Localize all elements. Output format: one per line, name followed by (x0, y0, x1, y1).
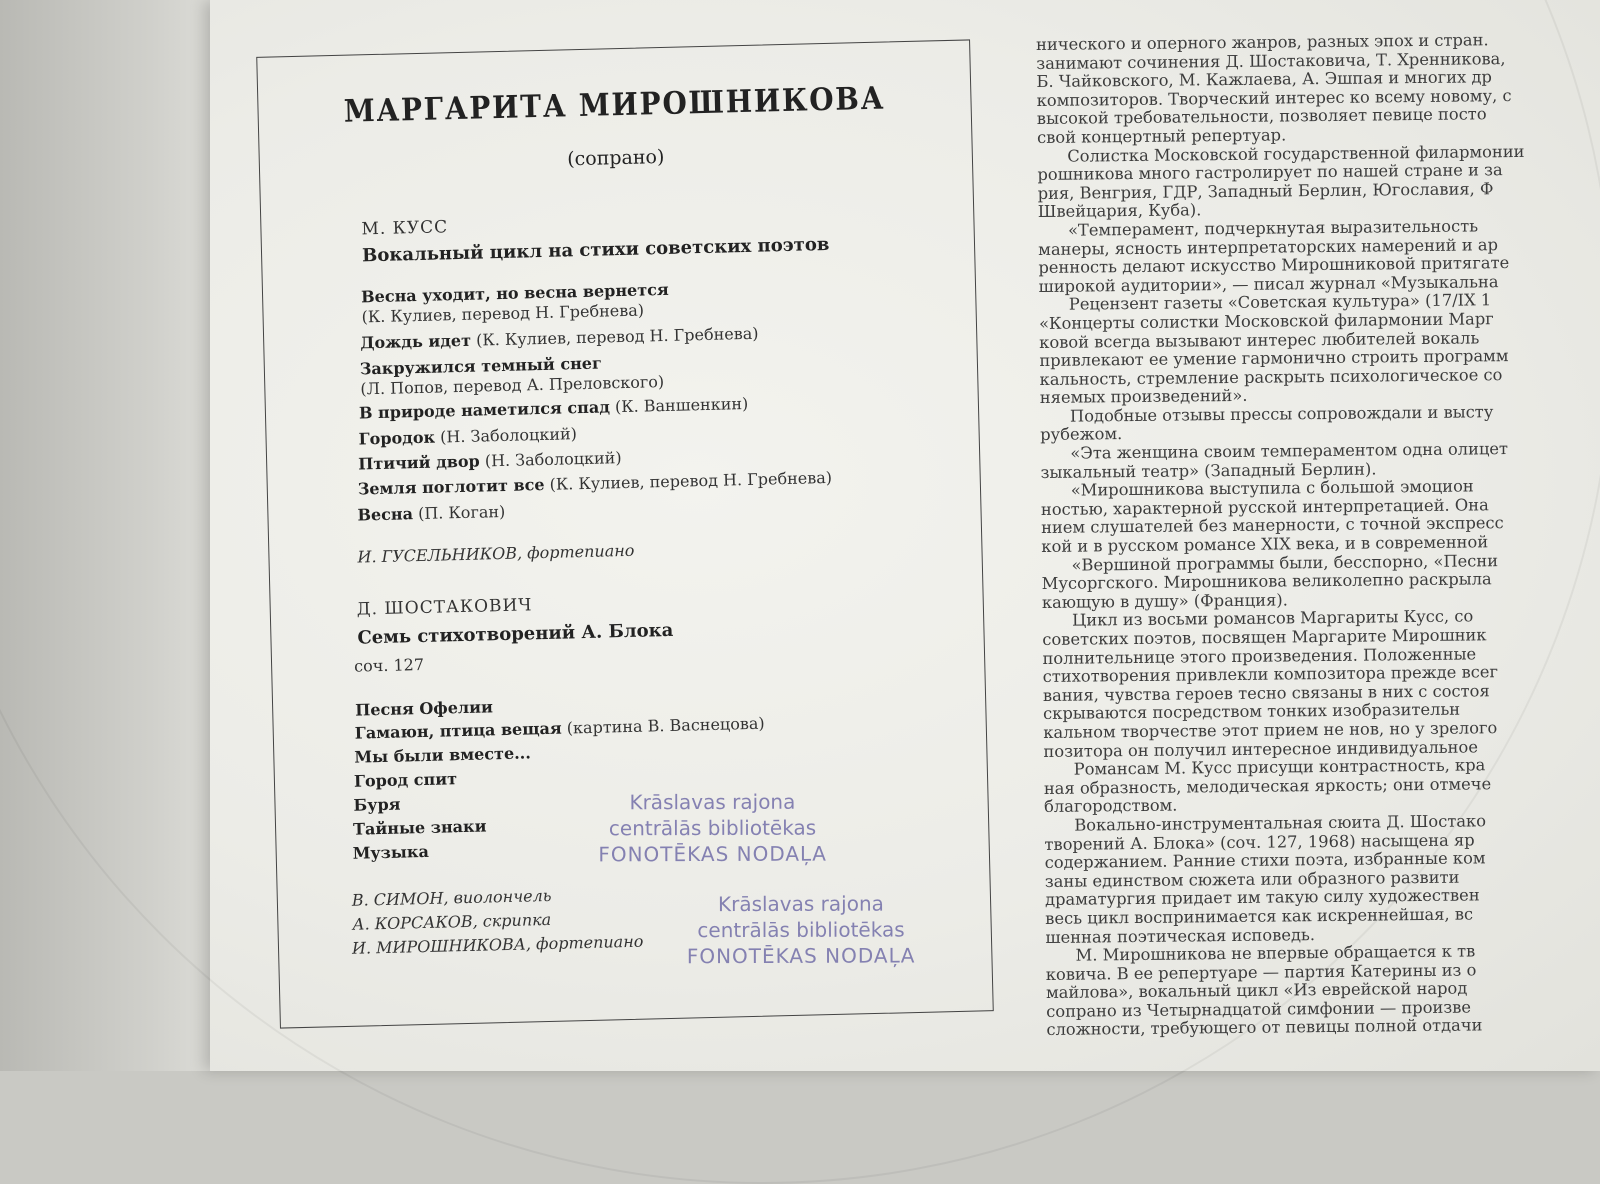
article-line: Рецензент газеты «Советская культура» (17/IX 1 (1068, 290, 1492, 314)
song-item: Птичий двор (Н. Заболоцкий) (357, 448, 622, 474)
song-item: Тайные знаки (352, 816, 487, 839)
article-line: сложности, требующего от певицы полной отдачи (1046, 1015, 1483, 1040)
article-line: манеры, ясность интерпретаторских намерений и ар (1038, 234, 1499, 259)
article-line: «Мирошникова выступила с большой эмоцион (1070, 476, 1474, 500)
article-line: Мусоргского. Мирошникова великолепно раскрыла (1041, 569, 1492, 594)
composer-shostakovich: Д. ШОСТАКОВИЧ (356, 595, 533, 620)
song-item: Буря (353, 794, 401, 815)
article-line: няемых произведений». (1039, 386, 1248, 408)
page-title: МАРГАРИТА МИРОШНИКОВА (343, 80, 886, 130)
article-text-column (1036, 30, 1600, 1071)
article-line: Цикл из восьми романсов Маргариты Кусс, со (1072, 606, 1474, 631)
article-line: «Темперамент, подчеркнутая выразительность (1067, 216, 1479, 240)
song-item: Музыка (352, 841, 430, 863)
article-line: творений А. Блока» (соч. 127, 1968) насыщена яр (1044, 829, 1475, 854)
article-line: благородством. (1043, 795, 1178, 817)
article-line: ковой всегда вызывают интерес любителей вокаль (1039, 327, 1480, 352)
song-item: Песня Офелии (354, 697, 494, 720)
article-line: стихотворения привлекли композитора прежде всег (1042, 662, 1499, 687)
song-item: В природе наметился спад (К. Ваншенкин) (358, 393, 749, 423)
article-line: кой и в русском романсе XIX века, и в современной (1041, 532, 1489, 557)
song-item: Гамаюн, птица вещая (картина В. Васнецова) (354, 713, 765, 743)
article-line: привлекают ее умение гармонично строить программ (1039, 346, 1509, 371)
song-item: Весна уходит, но весна вернется (К. Кулиев, перевод Н. Гребнева) (360, 279, 669, 327)
article-line: вания, чувства героев тесно связаны в них с состоя (1042, 681, 1490, 705)
article-line: майлова», вокальный цикл «Из еврейской народ (1045, 978, 1468, 1003)
library-stamp: Krāslavas rajona centrālās bibliotēkas FONOTĒKAS NODAĻA (598, 789, 827, 867)
article-line: сопрано из Четырнадцатой симфонии — произве (1046, 997, 1472, 1021)
article-line: нием слушателей без манерности, с точной экспресс (1041, 513, 1504, 538)
article-line: Б. Чайковского, М. Кажлаева, А. Эшпая и многих др (1036, 67, 1492, 92)
article-line: полнительнице этого произведения. Положенные (1042, 644, 1477, 668)
composer-kuss: М. КУСС (361, 217, 449, 240)
article-line: высокой требовательности, позволяет певице посто (1036, 104, 1487, 129)
article-line: скрываются посредством тонких изобразительн (1042, 699, 1461, 724)
opus-number: соч. 127 (353, 654, 425, 676)
article-line: рошникова много гастролирует по нашей стране и за (1037, 160, 1503, 185)
article-line: рия, Венгрия, ГДР, Западный Берлин, Югославия, Ф (1037, 178, 1494, 203)
article-line: содержанием. Ранние стихи поэта, избранные ком (1044, 848, 1486, 873)
article-line: Швейцария, Куба). (1037, 200, 1202, 222)
voice-type: (сопрано) (566, 145, 665, 171)
article-line: весь цикл воспринимается как искреннейшая, вс (1045, 904, 1474, 928)
article-line: «Эта женщина своим темпераментом одна олицет (1070, 439, 1509, 463)
performer-violin: А. КОРСАКОВ, скрипка (352, 909, 552, 934)
article-line: советских поэтов, посвящен Маргарите Мирошник (1042, 625, 1487, 649)
article-line: позитора он получил интересное индивидуальное (1043, 736, 1479, 761)
article-line: заны единством сюжета или образного развити (1044, 867, 1460, 891)
song-item: Закружился темный снег (Л. Попов, перевод А. Преловского) (359, 353, 665, 399)
article-line: кальность, стремление раскрыть психологическое со (1039, 364, 1503, 389)
library-stamp: Krāslavas rajona centrālās bibliotēkas FONOTĒKAS NODAĻA (686, 891, 916, 969)
song-item: Городок (Н. Заболоцкий) (358, 424, 578, 449)
article-line: рубежом. (1040, 424, 1123, 445)
article-line: нического и оперного жанров, разных эпох и стран. (1036, 30, 1489, 54)
article-line: шенная поэтическая исповедь. (1045, 924, 1316, 947)
article-line: ковича. В ее репертуаре — партия Катерины из о (1045, 960, 1477, 984)
article-line: ренность делают искусство Мирошниковой притягате (1038, 253, 1510, 278)
work-title-shostakovich: Семь стихотворений А. Блока (357, 619, 674, 649)
work-title-kuss: Вокальный цикл на стихи советских поэтов (361, 233, 830, 267)
article-line: свой концертный репертуар. (1036, 125, 1287, 147)
article-line: Подобные отзывы прессы сопровождали и высту (1069, 402, 1494, 426)
song-item: Земля поглотит все (К. Кулиев, перевод Н. Гребнева) (357, 467, 833, 499)
article-line: ная образность, мелодическая яркость; они отмече (1043, 774, 1492, 798)
article-line: зыкальный театр» (Западный Берлин). (1040, 459, 1377, 482)
article-line: композиторов. Творческий интерес ко всему новому, с (1036, 85, 1512, 110)
article-line: М. Мирошникова не впервые обращается к тв (1075, 941, 1476, 965)
song-item: Мы были вместе... (354, 743, 532, 767)
article-line: драматургия придает им такую силу художествен (1044, 885, 1480, 910)
article-line: ностью, характерной русской интерпретацией. Она (1040, 495, 1489, 519)
article-line: «Вершиной программы были, бесспорно, «Песни (1071, 550, 1499, 575)
performer-cello: В. СИМОН, виолончель (351, 885, 552, 910)
article-line: Вокально-инструментальная сюита Д. Шостако (1074, 811, 1487, 835)
performer-piano-2: И. МИРОШНИКОВА, фортепиано (351, 931, 644, 958)
article-line: занимают сочинения Д. Шостаковича, Т. Хренникова, (1036, 48, 1506, 73)
song-item: Город спит (353, 769, 458, 791)
article-line: «Концерты солистки Московской филармонии Марг (1038, 309, 1494, 333)
article-line: Солистка Московской государственной филармонии (1067, 141, 1525, 166)
article-line: широкой аудитории», — писал журнал «Музыкальна (1038, 271, 1499, 296)
tracklist-frame (256, 39, 994, 1028)
article-line: кальном творчестве этот прием не нов, но у зрелого (1043, 718, 1498, 742)
article-line: кающую в душу» (Франция). (1041, 590, 1288, 612)
song-item: Дождь идет (К. Кулиев, перевод Н. Гребнева) (360, 323, 759, 353)
performer-piano: И. ГУСЕЛЬНИКОВ, фортепиано (357, 540, 635, 567)
song-item: Весна (П. Коган) (357, 501, 506, 525)
article-line: Романсам М. Кусс присущи контрастность, кра (1073, 755, 1486, 779)
